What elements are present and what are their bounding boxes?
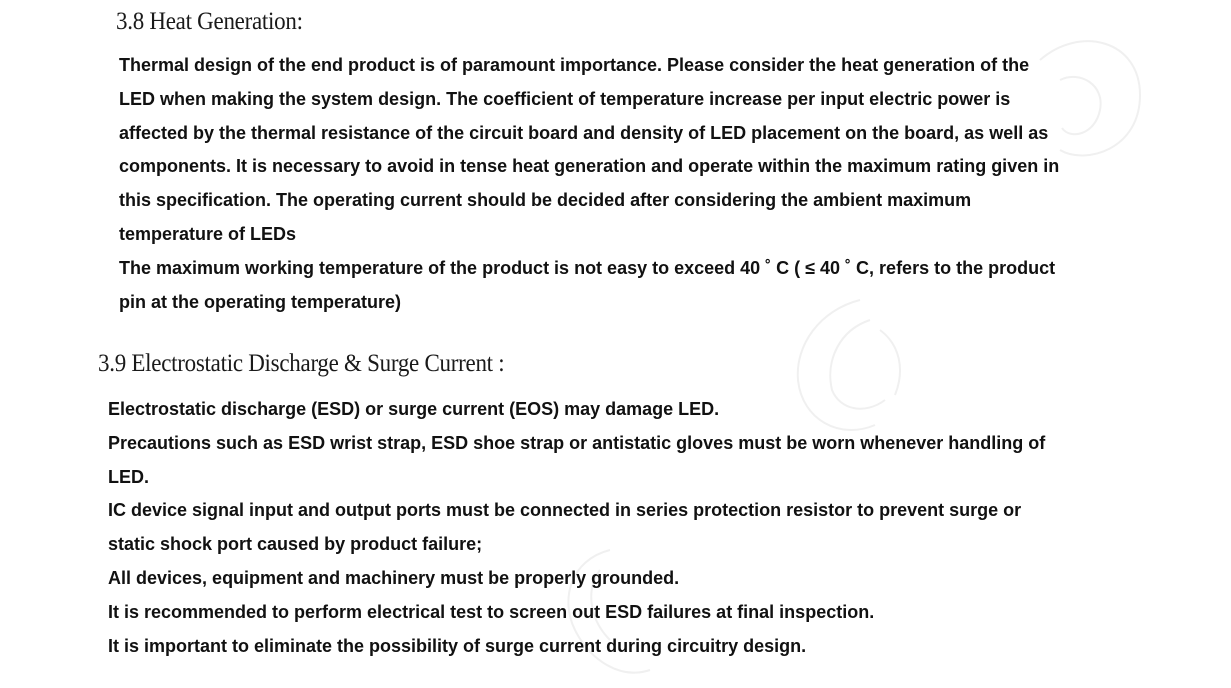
esd-surge-paragraph [108,393,1108,663]
text-line: LED when making the system design. The coefficient of temperature increase per input electric power is [119,88,1011,109]
text-line: this specification. The operating current should be decided after considering the ambient maximum [119,190,972,211]
text-line: temperature of LEDs [119,223,297,244]
text-line: Thermal design of the end product is of paramount importance. Please consider the heat generation of the [119,55,1030,75]
text-line: All devices, equipment and machinery must be properly grounded. [108,567,680,588]
heat-generation-paragraph [119,49,1119,319]
text-line: pin at the operating temperature) [119,291,402,312]
text-line: LED. [108,466,150,487]
text-line: IC device signal input and output ports must be connected in series protection resistor to prevent surge or [108,500,1022,521]
text-line: static shock port caused by product failure; [108,534,483,555]
text-line: affected by the thermal resistance of the circuit board and density of LED placement on the board, as well as [119,122,1049,143]
text-line: Electrostatic discharge (ESD) or surge current (EOS) may damage LED. [108,399,720,419]
text-line: It is important to eliminate the possibility of surge current during circuitry design. [108,635,807,656]
section-heading-heat-generation: 3.8 Heat Generation: [116,8,303,35]
text-line: components. It is necessary to avoid in tense heat generation and operate within the maximum rating given in [119,156,1060,177]
section-heading-esd-surge: 3.9 Electrostatic Discharge & Surge Current : [98,350,505,377]
text-line: It is recommended to perform electrical test to screen out ESD failures at final inspection. [108,601,875,622]
text-line: The maximum working temperature of the product is not easy to exceed 40 ˚ C ( ≤ 40 ˚ C, refers to the product [119,257,1056,278]
text-line: Precautions such as ESD wrist strap, ESD shoe strap or antistatic gloves must be worn whenever handling of [108,432,1046,453]
